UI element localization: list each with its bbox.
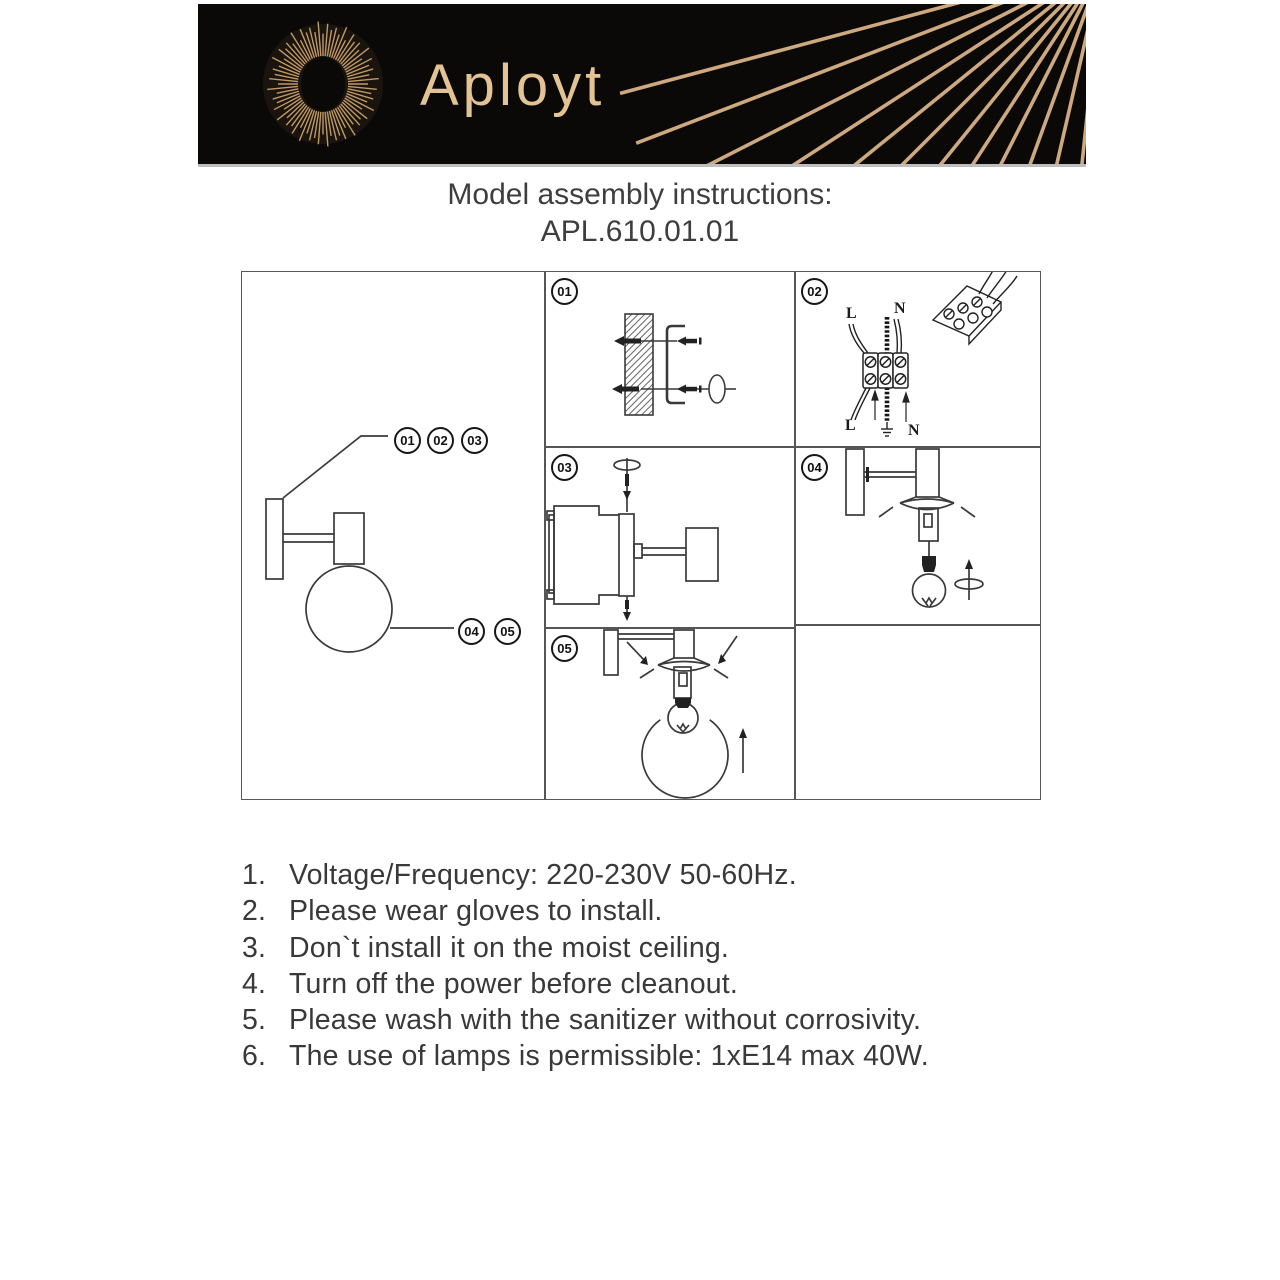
label-line-bottom: L	[845, 417, 856, 434]
step-badge-03: 03	[551, 454, 578, 481]
instruction-item	[242, 1002, 929, 1038]
banner-artwork	[198, 4, 1086, 164]
wall-hatching	[625, 314, 653, 415]
filament	[677, 724, 689, 732]
instruction-text: Don`t install it on the moist ceiling.	[289, 931, 730, 964]
insert-arrows	[872, 391, 909, 422]
glass-globe	[642, 720, 728, 798]
lamp-body	[916, 449, 939, 497]
instruction-text: Please wash with the sanitizer without corrosivity.	[289, 1004, 922, 1037]
bracket-section	[554, 506, 619, 604]
step-04-drawing	[796, 448, 1040, 624]
instruction-text: Voltage/Frequency: 220-230V 50-60Hz.	[289, 859, 797, 891]
step-badge-02: 02	[801, 278, 828, 305]
canopy-plate	[619, 514, 634, 596]
panel-step-03	[545, 447, 795, 628]
step-badge-04: 04	[801, 454, 828, 481]
page-title	[0, 176, 1280, 250]
label-line-top: L	[846, 305, 857, 322]
lamp-body	[674, 630, 694, 658]
callout-badge-05: 05	[494, 618, 521, 645]
instruction-number: 3.	[242, 931, 267, 964]
socket	[919, 508, 938, 541]
wall-plate	[266, 499, 283, 579]
starburst-core	[301, 57, 345, 111]
bulb	[913, 574, 946, 607]
instruction-item	[242, 930, 929, 966]
step-badge-01: 01	[551, 278, 578, 305]
instruction-text: The use of lamps is permissible: 1xE14 max 40W.	[289, 1040, 929, 1073]
overview-lamp-drawing	[242, 272, 544, 799]
corner-rays-decoration	[620, 4, 1086, 164]
label-neutral-top: N	[894, 300, 906, 317]
title-line: Model assembly instructions:	[447, 178, 833, 211]
model-number: APL.610.01.01	[540, 215, 740, 248]
instruction-number: 6.	[242, 1040, 267, 1073]
terminal-block-3d	[933, 272, 1017, 344]
terminal-block	[863, 353, 908, 388]
wall-plate	[846, 449, 864, 515]
panel-empty	[795, 625, 1041, 800]
label-neutral-bottom: N	[908, 422, 920, 439]
lamp-body	[686, 528, 718, 581]
step-03-drawing	[546, 448, 794, 627]
brand-logo-text: Aployt	[420, 53, 606, 118]
instruction-number: 5.	[242, 1004, 267, 1037]
instruction-text: Please wear gloves to install.	[289, 895, 663, 928]
callout-badge-01: 01	[394, 427, 421, 454]
callout-badge-04: 04	[458, 618, 485, 645]
panel-step-05	[545, 628, 795, 800]
panel-step-02	[795, 271, 1041, 447]
instruction-text: Turn off the power before cleanout.	[289, 967, 739, 1000]
brand-banner	[198, 4, 1086, 167]
direction-arrows	[640, 654, 747, 738]
earth-symbol	[881, 422, 893, 436]
instruction-list	[242, 857, 929, 1075]
step-02-wiring-drawing	[796, 272, 1040, 446]
washer-ring	[709, 375, 725, 403]
step-05-drawing	[546, 629, 794, 799]
instruction-item	[242, 966, 929, 1002]
panel-step-04	[795, 447, 1041, 625]
instruction-item	[242, 893, 929, 929]
glass-globe	[306, 566, 392, 652]
filament	[922, 598, 936, 606]
leader-line-top	[283, 436, 388, 498]
wall-plate	[604, 630, 618, 675]
instruction-item	[242, 1038, 929, 1074]
callout-badge-02: 02	[427, 427, 454, 454]
instruction-number: 1.	[242, 859, 267, 891]
lamp-body	[334, 513, 364, 564]
arm-hub	[634, 544, 642, 558]
instruction-item	[242, 857, 929, 893]
instruction-number: 2.	[242, 895, 267, 928]
panel-step-01	[545, 271, 795, 447]
step-01-drawing	[546, 272, 794, 446]
callout-badge-03: 03	[461, 427, 488, 454]
instruction-number: 4.	[242, 967, 267, 1000]
panel-overview	[241, 271, 545, 800]
step-badge-05: 05	[551, 635, 578, 662]
